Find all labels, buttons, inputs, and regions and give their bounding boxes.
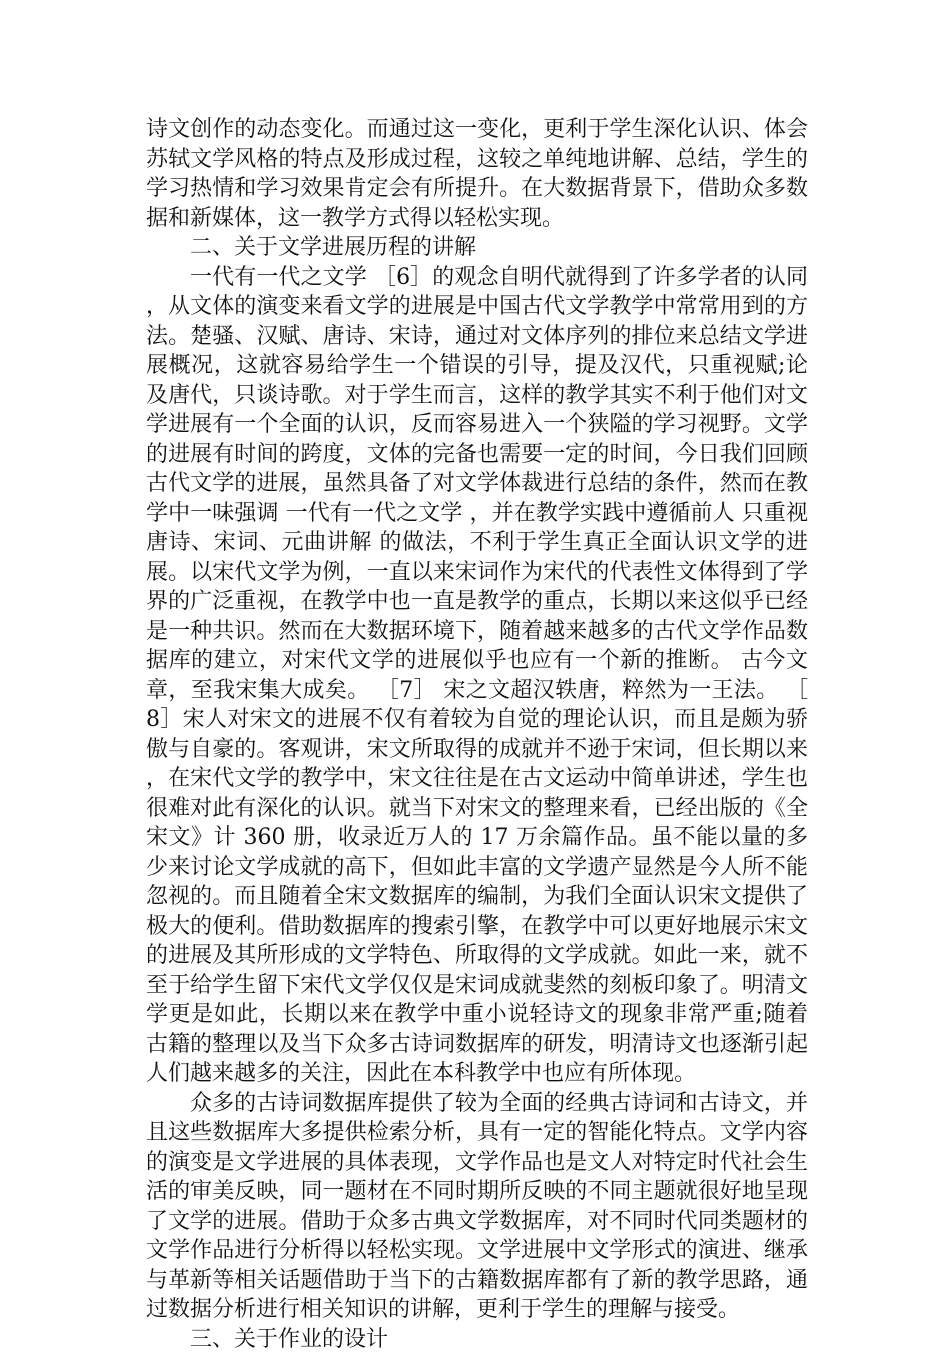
paragraph-continuation: 诗文创作的动态变化。而通过这一变化，更利于学生深化认识、体会苏轼文学风格的特点及形成过程，这较之单纯地讲解、总结，学生的学习热情和学习效果肯定会有所提升。在大数据背景下，借助众多数据和新媒体，这一教学方式得以轻松实现。 [146,115,808,233]
paragraph-literary-development: 一代有一代之文学 ［6］的观念自明代就得到了许多学者的认同，从文体的演变来看文学的进展是中国古代文学教学中常常用到的方法。楚骚、汉赋、唐诗、宋诗，通过对文体序列的排位来总结文学进展概况，这就容易给学生一个错误的引导，提及汉代，只重视赋;论及唐代，只谈诗歌。对于学生而言，这样的教学其实不利于他们对文学进展有一个全面的认识，反而容易进入一个狭隘的学习视野。文学的进展有时间的跨度，文体的完备也需要一定的时间，今日我们回顾古代文学的进展，虽然具备了对文学体裁进行总结的条件，然而在教学中一味强调 一代有一代之文学 ，并在教学实践中遵循前人 只重视唐诗、宋词、元曲讲解 的做法，不利于学生真正全面认识文学的进展。以宋代文学为例，一直以来宋词作为宋代的代表性文体得到了学界的广泛重视，在教学中也一直是教学的重点，长期以来这似乎已经是一种共识。然而在大数据环境下，随着越来越多的古代文学作品数据库的建立，对宋代文学的进展似乎也应有一个新的推断。 古今文章，至我宋集大成矣。 ［7］ 宋之文超汉轶唐，粹然为一王法。 ［8］宋人对宋文的进展不仅有着较为自觉的理论认识，而且是颇为骄傲与自豪的。客观讲，宋文所取得的成就并不逊于宋词，但长期以来，在宋代文学的教学中，宋文往往是在古文运动中简单讲述，学生也很难对此有深化的认识。就当下对宋文的整理来看，已经出版的《全宋文》计 360 册，收录近万人的 17 万余篇作品。虽不能以量的多少来讨论文学成就的高下，但如此丰富的文学遗产显然是今人所不能忽视的。而且随着全宋文数据库的编制，为我们全面认识宋文提供了极大的便利。借助数据库的搜索引擎，在教学中可以更好地展示宋文的进展及其所形成的文学特色、所取得的文学成就。如此一来，就不至于给学生留下宋代文学仅仅是宋词成就斐然的刻板印象了。明清文学更是如此，长期以来在教学中重小说轻诗文的现象非常严重;随着古籍的整理以及当下众多古诗词数据库的研发，明清诗文也逐渐引起人们越来越多的关注，因此在本科教学中也应有所体现。 [146,263,808,1089]
document-page [146,115,808,1354]
section-heading-2: 二、关于文学进展历程的讲解 [146,233,808,263]
paragraph-poetry-databases: 众多的古诗词数据库提供了较为全面的经典古诗词和古诗文，并且这些数据库大多提供检索分析，具有一定的智能化特点。文学内容的演变是文学进展的具体表现，文学作品也是文人对特定时代社会生活的审美反映，同一题材在不同时期所反映的不同主题就很好地呈现了文学的进展。借助于众多古典文学数据库，对不同时代同类题材的文学作品进行分析得以轻松实现。文学进展中文学形式的演进、继承与革新等相关话题借助于当下的古籍数据库都有了新的教学思路，通过数据分析进行相关知识的讲解，更利于学生的理解与接受。 [146,1089,808,1325]
section-heading-3: 三、关于作业的设计 [146,1325,808,1354]
